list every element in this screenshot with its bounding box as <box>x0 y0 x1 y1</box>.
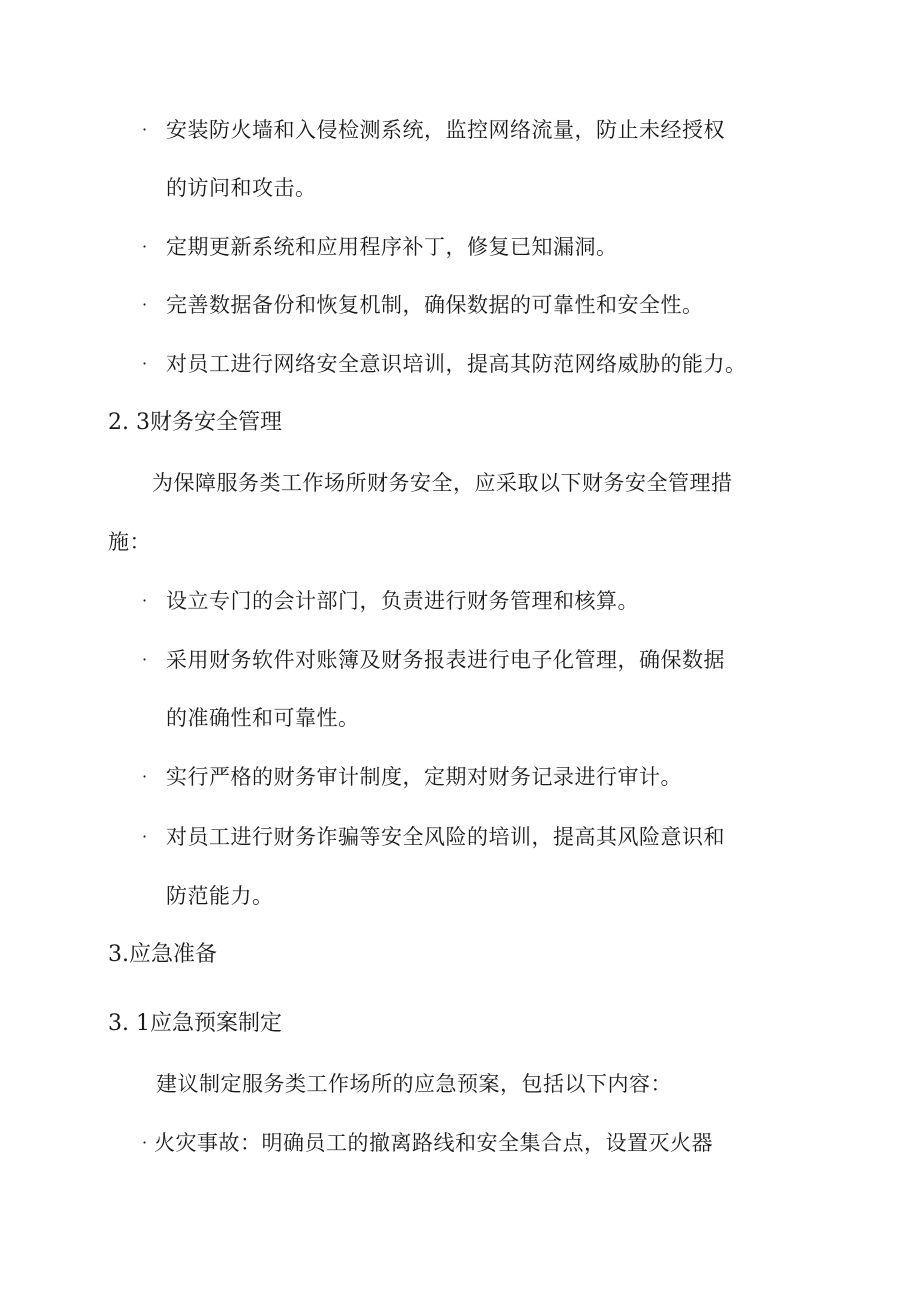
list-item-text-continued: 防范能力。 <box>166 884 274 908</box>
list-item-text: 安装防火墙和入侵检测系统，监控网络流量，防止未经授权 <box>166 118 725 142</box>
list-item-text: 采用财务软件对账簿及财务报表进行电子化管理，确保数据 <box>166 648 725 672</box>
list-item-text: 定期更新系统和应用程序补丁，修复已知漏洞。 <box>166 235 618 259</box>
bullet: · <box>142 827 148 846</box>
section-heading-2-3: 2. 3财务安全管理 <box>108 410 282 435</box>
bullet: · <box>142 295 148 314</box>
list-item-text: 火灾事故：明确员工的撤离路线和安全集合点，设置灭火器 <box>154 1131 713 1155</box>
list-item-text: 对员工进行网络安全意识培训，提高其防范网络威胁的能力。 <box>166 352 747 376</box>
section-heading-3-1: 3. 1应急预案制定 <box>108 1011 282 1036</box>
paragraph-line: 为保障服务类工作场所财务安全，应采取以下财务安全管理措 <box>152 471 733 495</box>
list-item-text-continued: 的准确性和可靠性。 <box>166 706 360 730</box>
bullet: · <box>142 120 148 139</box>
list-item-text: 设立专门的会计部门，负责进行财务管理和核算。 <box>166 589 639 613</box>
bullet: · <box>142 767 148 786</box>
list-item-text-continued: 的访问和攻击。 <box>166 176 317 200</box>
list-item-text: 对员工进行财务诈骗等安全风险的培训，提高其风险意识和 <box>166 825 725 849</box>
list-item-text: 完善数据备份和恢复机制，确保数据的可靠性和安全性。 <box>166 293 704 317</box>
bullet: · <box>142 1133 148 1152</box>
list-item-text: 实行严格的财务审计制度，定期对财务记录进行审计。 <box>166 765 682 789</box>
bullet: · <box>142 354 148 373</box>
bullet: · <box>142 237 148 256</box>
bullet: · <box>142 591 148 610</box>
section-heading-3: 3.应急准备 <box>108 942 217 967</box>
paragraph-line-continued: 施： <box>108 530 151 554</box>
bullet: · <box>142 650 148 669</box>
paragraph-line: 建议制定服务类工作场所的应急预案，包括以下内容： <box>156 1072 672 1096</box>
